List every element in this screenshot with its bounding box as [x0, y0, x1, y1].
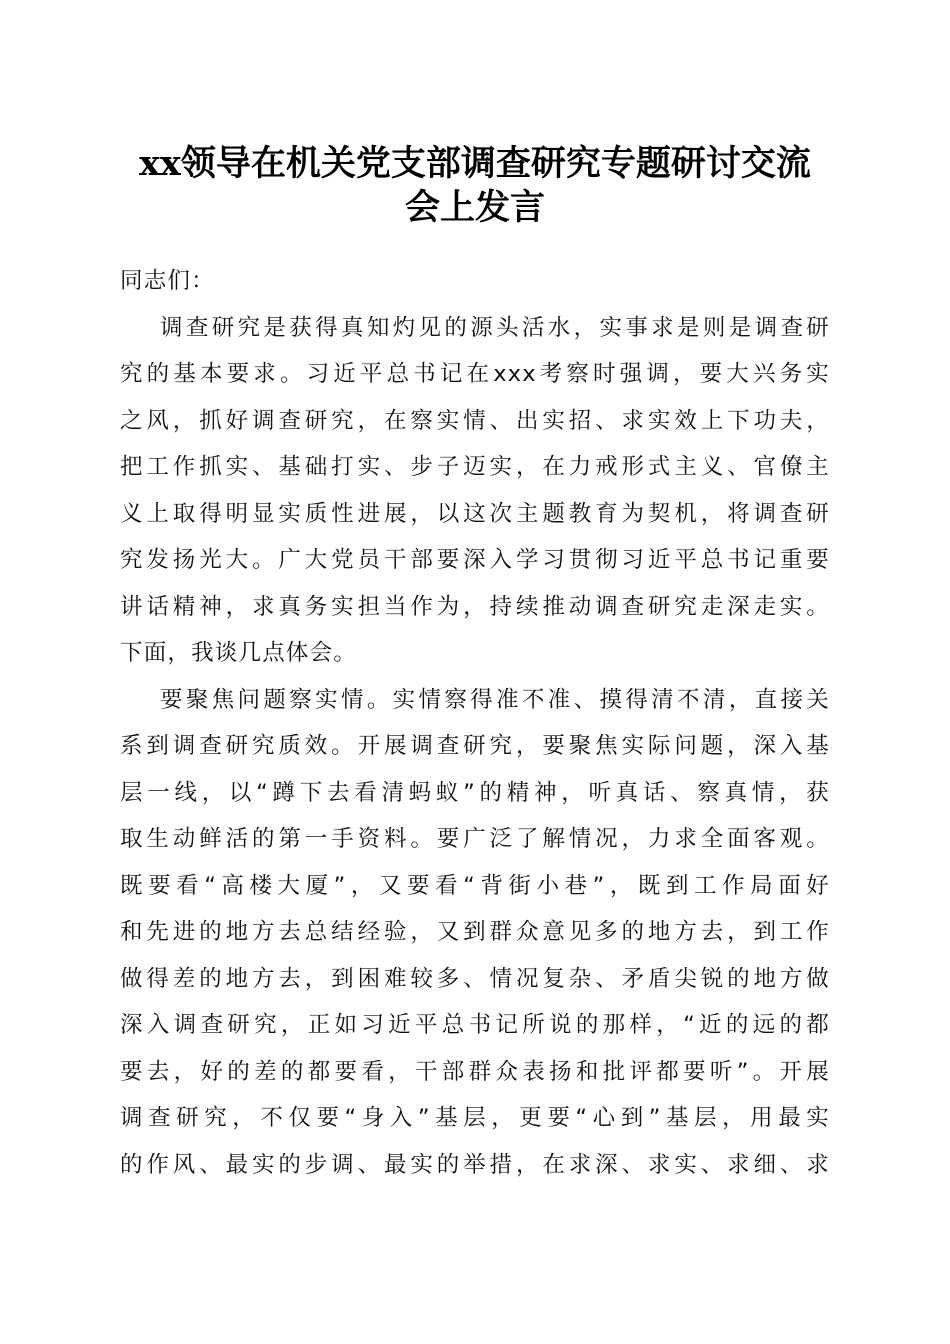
document-title-line-1: xx领导在机关党支部调查研究专题研讨交流 [139, 143, 811, 184]
paragraph-2-line: 调查研究，不仅要“身入”基层，更要“心到”基层，用最实 [120, 1105, 830, 1131]
paragraph-1-line: 下面，我谈几点体会。 [120, 640, 358, 666]
paragraph-2-line: 做得差的地方去，到困难较多、情况复杂、矛盾尖锐的地方做 [120, 965, 830, 992]
paragraph-2-line: 要去，好的差的都要看，干部群众表扬和批评都要听”。开展 [120, 1058, 830, 1085]
paragraph-2-line: 既要看“高楼大厦”，又要看“背街小巷”，既到工作局面好 [120, 872, 830, 899]
paragraph-1-line: 究发扬光大。广大党员干部要深入学习贯彻习近平总书记重要 [120, 547, 830, 573]
paragraph-2-line: 层一线，以“蹲下去看清蚂蚁”的精神，听真话、察真情，获 [120, 779, 830, 806]
paragraph-2-line: 要聚焦问题察实情。实情察得准不准、摸得清不清，直接关 [160, 686, 830, 713]
paragraph-1-line: 究的基本要求。习近平总书记在xxx考察时强调，要大兴务实 [120, 361, 830, 387]
paragraph-2-line: 取生动鲜活的第一手资料。要广泛了解情况，力求全面客观。 [120, 826, 830, 852]
paragraph-1-line: 义上取得明显实质性进展，以这次主题教育为契机，将调查研 [120, 500, 830, 527]
paragraph-2-line: 深入调查研究，正如习近平总书记所说的那样，“近的远的都 [120, 1012, 830, 1038]
document-title-line-2: 会上发言 [404, 187, 545, 228]
paragraph-2-line: 系到调查研究质效。开展调查研究，要聚焦实际问题，深入基 [120, 733, 830, 759]
paragraph-1-line: 调查研究是获得真知灼见的源头活水，实事求是则是调查研 [160, 314, 830, 341]
paragraph-1-line: 讲话精神，求真务实担当作为，持续推动调查研究走深走实。 [120, 593, 830, 620]
paragraph-2-line: 和先进的地方去总结经验，又到群众意见多的地方去，到工作 [120, 919, 830, 945]
paragraph-1-line: 之风，抓好调查研究，在察实情、出实招、求实效上下功夫， [120, 407, 830, 434]
document-body [120, 258, 830, 1188]
paragraph-1-line: 把工作抓实、基础打实、步子迈实，在力戒形式主义、官僚主 [120, 454, 830, 480]
greeting: 同志们： [120, 268, 215, 294]
paragraph-2-line: 的作风、最实的步调、最实的举措，在求深、求实、求细、求 [120, 1151, 830, 1178]
